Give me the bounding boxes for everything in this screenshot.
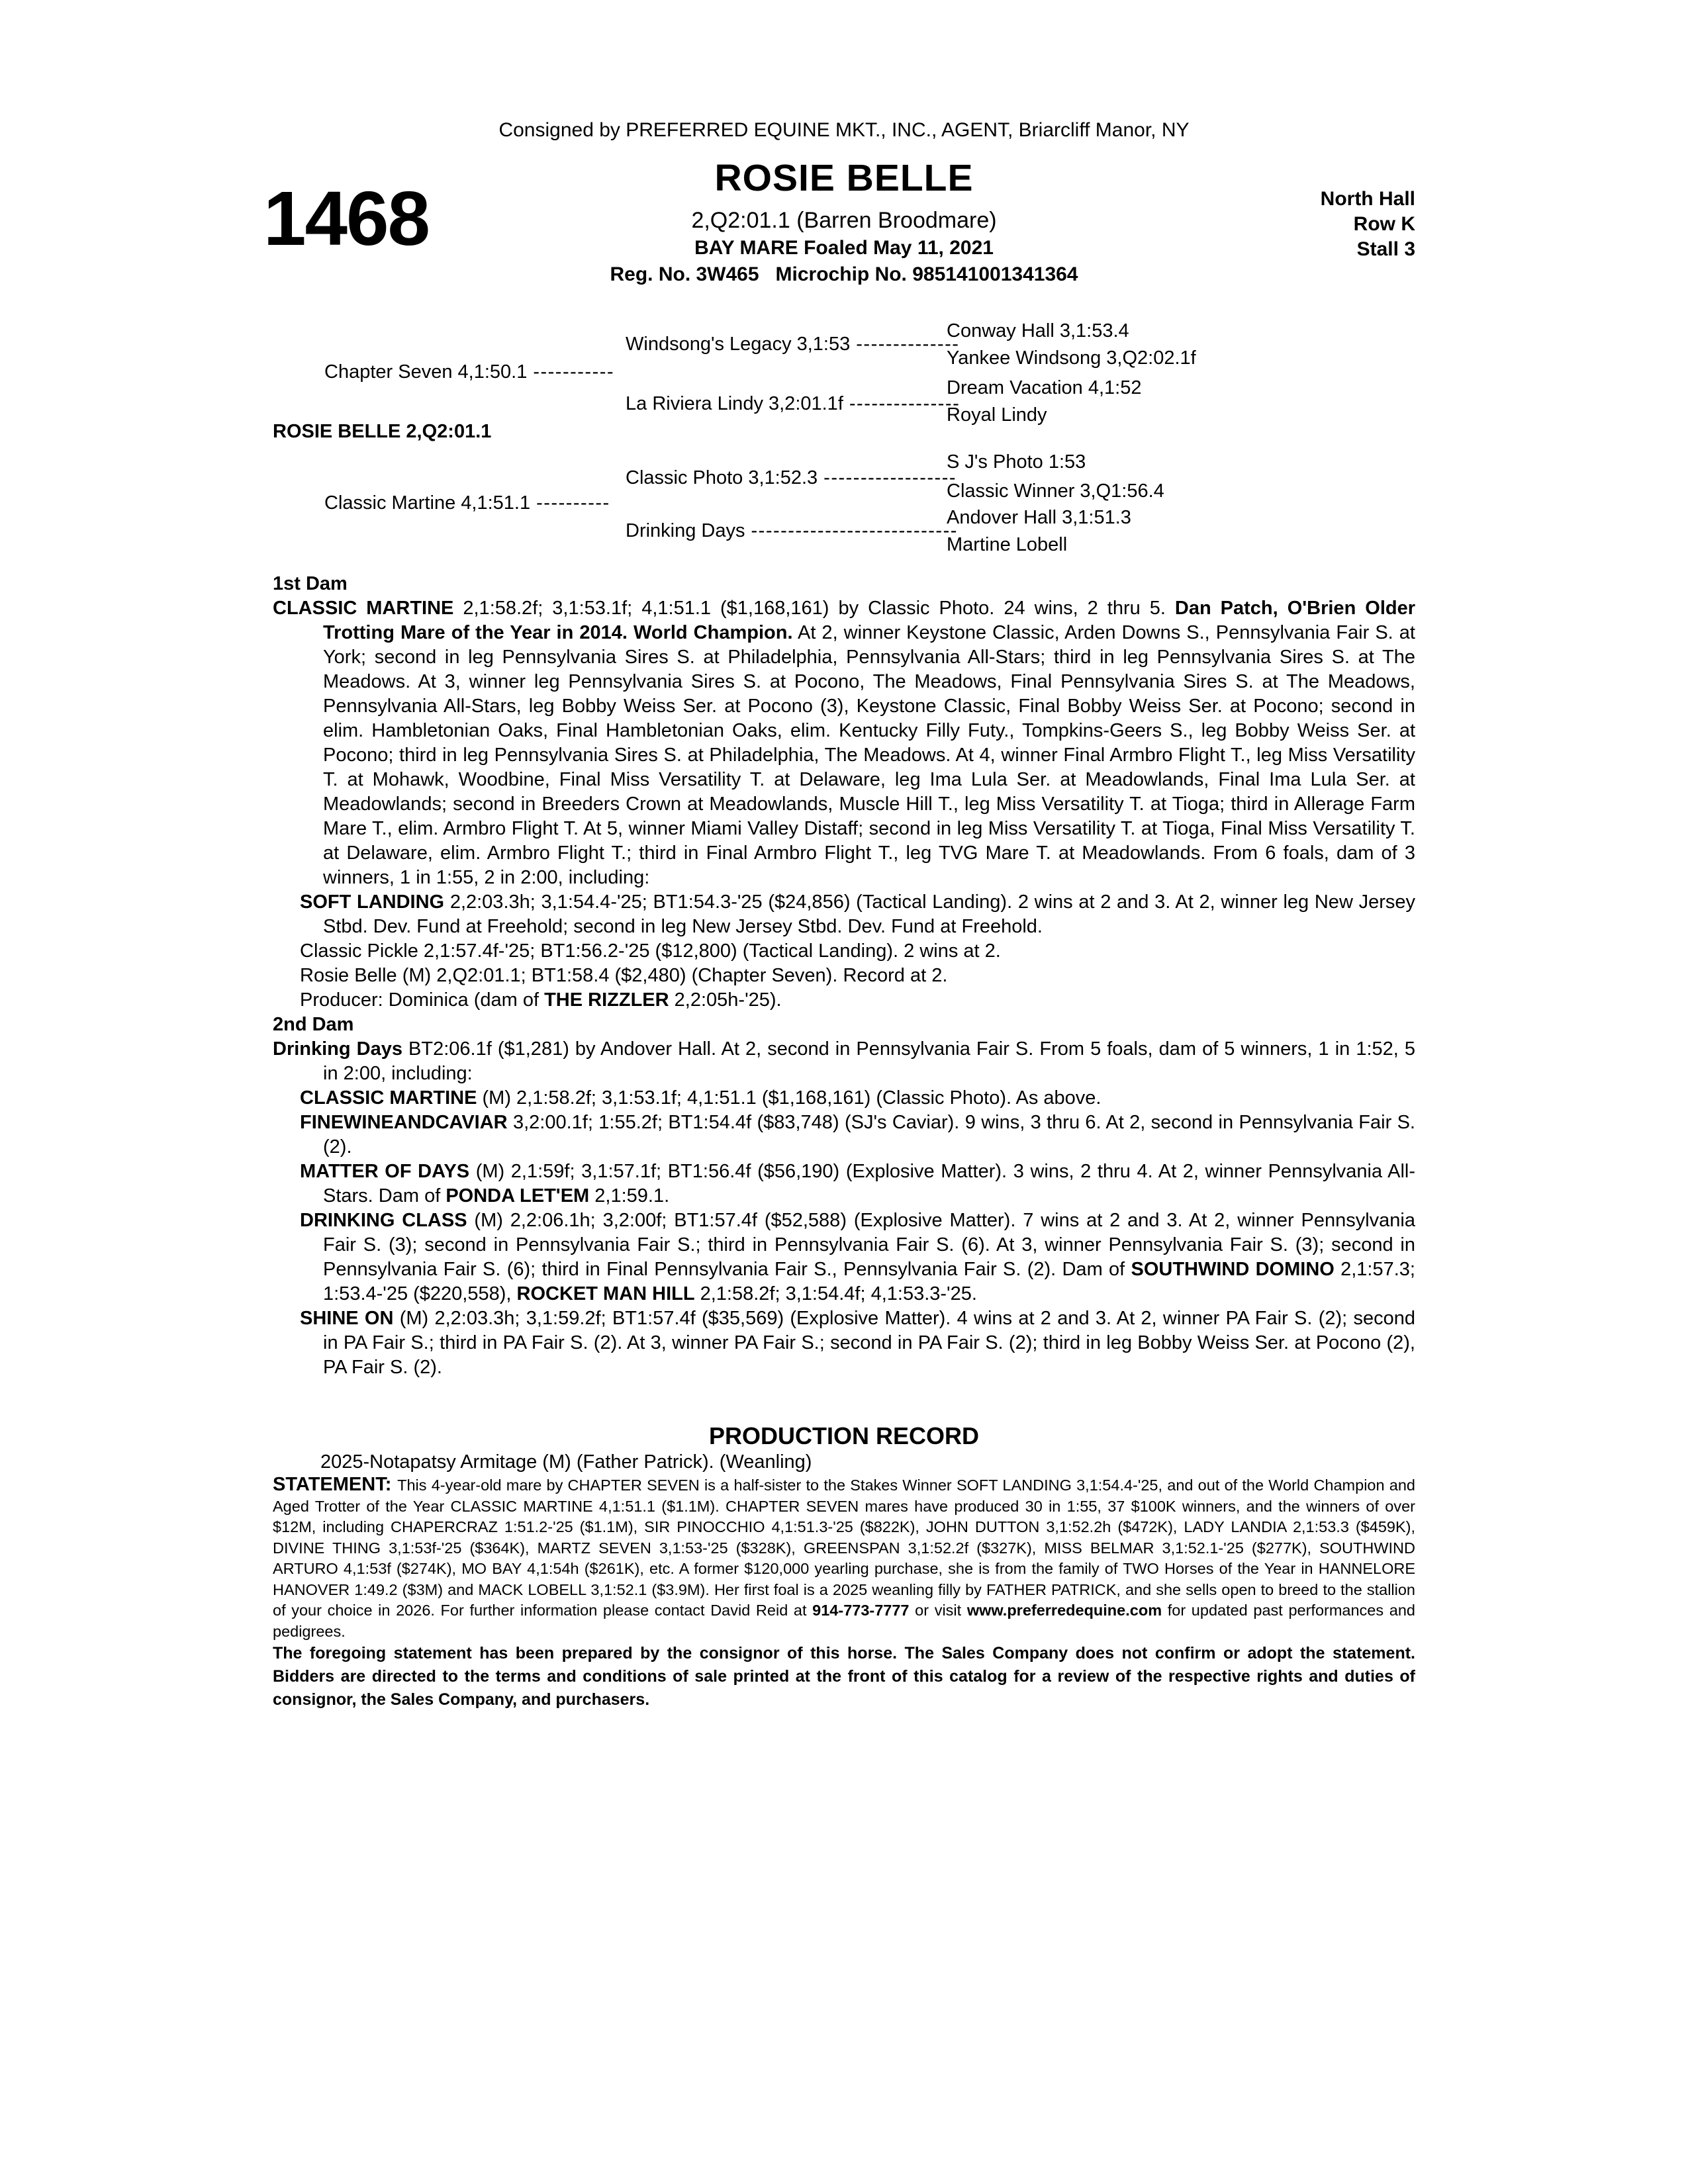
first-dam-heading: 1st Dam — [273, 573, 348, 594]
pedigree-great-granddam-2: Royal Lindy — [947, 404, 1047, 426]
pedigree-connector-dashes: ------------------ — [823, 467, 957, 488]
production-record-entry: 2025-Notapatsy Armitage (M) (Father Patrick). (Weanling) — [320, 1451, 812, 1473]
pedigree-great-grandsire-3: S J's Photo 1:53 — [947, 451, 1086, 473]
statement-paragraph: STATEMENT: This 4-year-old mare by CHAPTER SEVEN is a half-sister to the Stakes Winner SOFT LANDING 3,1:54.4-'25, and out of the World Champion and Aged Trotter of the Year CLASSIC MARTINE 4,1:51.1 ($1.1M). CHAPTER SEVEN mares have produced 30 in 1:55, 37 $100K winners, and the winners of over $12M, including CHAPERCRAZ 1:51.2-'25 ($1.1M), SIR PINOCCHIO 4,1:51.3-'25 ($822K), JOHN DUTTON 3,1:52.2h ($472K), LADY LANDIA 2,1:53.3 ($459K), DIVINE THING 3,1:53f-'25 ($364K), MARTZ SEVEN 3,1:53-'25 ($328K), GREENSPAN 3,1:52.2f ($327K), MISS BELMAR 3,1:52.1-'25 ($277K), SOUTHWIND ARTURO 4,1:53f ($274K), MO BAY 4,1:54h ($261K), etc. A former $120,000 yearling purchase, she is from the family of TWO Horses of the Year in HANNELORE HANOVER 1:49.2 ($3M) and MACK LOBELL 3,1:52.1 ($3.9M). Her first foal is a 2025 weanling filly by FATHER PATRICK, and she sells open to breed to the stallion of your choice in 2026. For further information please contact David Reid at 914-773-7777 or visit www.preferredequine.com for updated past performances and pedigrees. — [273, 1474, 1415, 1640]
pedigree-dam-sire-name: Classic Photo 3,1:52.3 — [626, 467, 818, 488]
pedigree-sire-sire — [626, 334, 959, 355]
pedigree-sire-name: Chapter Seven 4,1:50.1 — [324, 361, 528, 383]
pedigree-connector-dashes: ----------- — [533, 361, 615, 383]
pedigree-connector-dashes: ---------------------------- — [751, 520, 958, 541]
horse-entry-shine-on: SHINE ON (M) 2,2:03.3h; 3,1:59.2f; BT1:57.4f ($35,569) (Explosive Matter). 4 wins at 2 and 3. At 2, winner PA Fair S. (2); second in PA Fair S.; third in PA Fair S. (2). At 3, winner PA Fair S.; second in PA Fair S. (2); third in leg Bobby Weiss Ser. at Pocono (2), PA Fair S. (2). — [300, 1308, 1416, 1378]
stall-location-stall: Stall 3 — [1356, 238, 1415, 260]
pedigree-great-grandsire-4: Andover Hall 3,1:51.3 — [947, 507, 1131, 528]
consignor-line: Consigned by PREFERRED EQUINE MKT., INC., AGENT, Briarcliff Manor, NY — [498, 119, 1190, 141]
stall-location-row: Row K — [1353, 213, 1415, 235]
pedigree-great-granddam-1: Yankee Windsong 3,Q2:02.1f — [947, 347, 1196, 369]
second-dam-paragraph: Drinking Days BT2:06.1f ($1,281) by Andover Hall. At 2, second in Pennsylvania Fair S. From 5 foals, dam of 5 winners, 1 in 1:52, 5 in 2:00, including: — [273, 1038, 1415, 1084]
page-title-horse-name: ROSIE BELLE — [714, 157, 974, 199]
horse-entry-classic-pickle: Classic Pickle 2,1:57.4f-'25; BT1:56.2-'25 ($12,800) (Tactical Landing). 2 wins at 2. — [300, 940, 1001, 962]
pedigree-connector-dashes: --------------- — [849, 393, 961, 414]
horse-entry-matter-of-days: MATTER OF DAYS (M) 2,1:59f; 3,1:57.1f; BT1:56.4f ($56,190) (Explosive Matter). 3 wins, 2 thru 4. At 2, winner Pennsylvania All-Stars. Dam of PONDA LET'EM 2,1:59.1. — [300, 1161, 1415, 1206]
registration-line: Reg. No. 3W465 Microchip No. 985141001341364 — [610, 263, 1078, 285]
pedigree-sire-dam-name: La Riviera Lindy 3,2:01.1f — [626, 393, 843, 414]
pedigree-dam-dam-name: Drinking Days — [626, 520, 745, 541]
hip-number: 1468 — [263, 175, 430, 261]
horse-entry-classic-martine: CLASSIC MARTINE (M) 2,1:58.2f; 3,1:53.1f; 4,1:51.1 ($1,168,161) (Classic Photo). As above. — [300, 1087, 1102, 1109]
pedigree-great-granddam-3: Classic Winner 3,Q1:56.4 — [947, 480, 1164, 502]
horse-entry-drinking-class: DRINKING CLASS (M) 2,2:06.1h; 3,2:00f; BT1:57.4f ($52,588) (Explosive Matter). 7 wins at 2 and 3. At 2, winner Pennsylvania Fair S. (3); second in Pennsylvania Fair S.; third in Pennsylvania Fair S. (6). At 3, winner Pennsylvania Fair S. (3); second in Pennsylvania Fair S. (6); third in Final Pennsylvania Fair S., Pennsylvania Fair S. (2). Dam of SOUTHWIND DOMINO 2,1:57.3; 1:53.4-'25 ($220,558), ROCKET MAN HILL 2,1:58.2f; 3,1:54.4f; 4,1:53.3-'25. — [300, 1210, 1415, 1304]
pedigree-dam — [324, 492, 610, 514]
foaling-line: BAY MARE Foaled May 11, 2021 — [694, 237, 994, 259]
horse-entry-rosie-belle: Rosie Belle (M) 2,Q2:01.1; BT1:58.4 ($2,480) (Chapter Seven). Record at 2. — [300, 965, 948, 986]
pedigree-text-body — [273, 572, 1415, 1711]
stall-location-hall: North Hall — [1320, 188, 1415, 210]
pedigree-great-grandsire-1: Conway Hall 3,1:53.4 — [947, 320, 1129, 341]
pedigree-great-grandsire-2: Dream Vacation 4,1:52 — [947, 377, 1142, 398]
pedigree-chart — [273, 316, 1438, 568]
pedigree-sire-dam — [626, 393, 960, 414]
producer-note: Producer: Dominica (dam of THE RIZZLER 2,2:05h-'25). — [300, 989, 782, 1011]
legal-notice: The foregoing statement has been prepared by the consignor of this horse. The Sales Company does not confirm or adopt the statement. Bidders are directed to the terms and conditions of sale printed at the front of this catalog for a review of the respective rights and duties of consignor, the Sales Company, and purchasers. — [273, 1644, 1415, 1709]
pedigree-sire — [324, 361, 614, 383]
pedigree-root: ROSIE BELLE 2,Q2:01.1 — [273, 421, 492, 442]
pedigree-great-granddam-4: Martine Lobell — [947, 534, 1068, 555]
second-dam-heading: 2nd Dam — [273, 1014, 354, 1035]
pedigree-dam-sire — [626, 467, 957, 488]
first-dam-paragraph: CLASSIC MARTINE 2,1:58.2f; 3,1:53.1f; 4,1:51.1 ($1,168,161) by Classic Photo. 24 wins, 2 thru 5. Dan Patch, O'Brien Older Trotting Mare of the Year in 2014. World Champion. At 2, winner Keystone Classic, Arden Downs S., Pennsylvania Fair S. at York; second in leg Pennsylvania Sires S. at Philadelphia, Pennsylvania All-Stars; third in leg Pennsylvania Sires S. at The Meadows. At 3, winner leg Pennsylvania Sires S. at Pocono, The Meadows, Final Pennsylvania Sires S. at The Meadows, Pennsylvania All-Stars, leg Bobby Weiss Ser. at Pocono (3), Keystone Classic, Final Bobby Weiss Ser. at Pocono; second in elim. Hambletonian Oaks, Final Hambletonian Oaks, elim. Kentucky Filly Futy., Tompkins-Geers S., leg Bobby Weiss Ser. at Pocono; third in leg Pennsylvania Sires S. at Philadelphia, The Meadows. At 4, winner Final Armbro Flight T., leg Miss Versatility T. at Mohawk, Woodbine, Final Miss Versatility T. at Delaware, leg Ima Lula Ser. at Meadowlands, Final Ima Lula Ser. at Meadowlands; second in Breeders Crown at Meadowlands, Muscle Hill T., leg Miss Versatility T. at Tioga; third in Allerage Farm Mare T., elim. Armbro Flight T. At 5, winner Miami Valley Distaff; second in leg Miss Versatility T. at Tioga, Final Miss Versatility T. at Delaware, elim. Armbro Flight T.; third in Final Armbro Flight T., leg TVG Mare T. at Meadowlands. From 6 foals, dam of 3 winners, 1 in 1:55, 2 in 2:00, including: — [273, 598, 1416, 888]
pedigree-sire-sire-name: Windsong's Legacy 3,1:53 — [626, 334, 851, 355]
pedigree-connector-dashes: -------------- — [856, 334, 960, 355]
horse-entry-soft-landing: SOFT LANDING 2,2:03.3h; 3,1:54.4-'25; BT1:54.3-'25 ($24,856) (Tactical Landing). 2 wins at 2 and 3. At 2, winner leg New Jersey Stbd. Dev. Fund at Freehold; second in leg New Jersey Stbd. Dev. Fund at Freehold. — [300, 891, 1415, 937]
horse-entry-finewineandcaviar: FINEWINEANDCAVIAR 3,2:00.1f; 1:55.2f; BT1:54.4f ($83,748) (SJ's Caviar). 9 wins, 3 thru 6. At 2, second in Pennsylvania Fair S. (2). — [300, 1112, 1415, 1158]
pedigree-dam-name: Classic Martine 4,1:51.1 — [324, 492, 531, 514]
production-record-heading: PRODUCTION RECORD — [708, 1422, 979, 1449]
race-record-line: 2,Q2:01.1 (Barren Broodmare) — [691, 208, 997, 233]
pedigree-connector-dashes: ---------- — [536, 492, 610, 514]
pedigree-dam-dam — [626, 520, 958, 541]
